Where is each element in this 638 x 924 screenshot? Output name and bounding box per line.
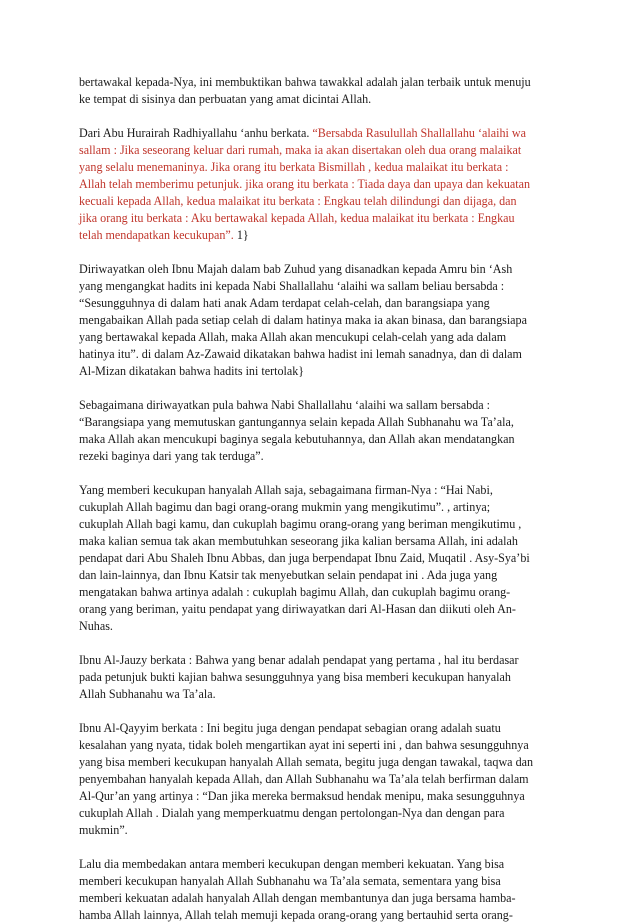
text-line — [79, 91, 566, 108]
body-text: Diriwayatkan oleh Ibnu Majah dalam bab Zuhud yang disanadkan kepada Amru bin ‘Ash — [79, 262, 513, 276]
body-text: mengatakan bahwa artinya adalah : cukuplah bagimu Allah, dan cukuplah bagimu orang- — [79, 585, 511, 599]
body-text: Sebagaimana diriwayatkan pula bahwa Nabi Shallallahu ‘alaihi wa sallam bersabda : — [79, 398, 491, 412]
body-text: cukuplah Allah . Dialah yang memperkuatmu dengan pertolongan-Nya dan dengan para — [79, 806, 505, 820]
text-line — [79, 533, 566, 550]
text-line — [79, 720, 566, 737]
text-line — [79, 652, 566, 669]
body-text: dan lain-lainnya, dan Ibnu Katsir tak menyebutkan selain pendapat ini . Ada juga yang — [79, 568, 498, 582]
body-text: yang mengangkat hadits ini kepada Nabi Shallallahu ‘alaihi wa sallam beliau bersabda : — [79, 279, 505, 293]
paragraph — [79, 856, 566, 924]
paragraph — [79, 125, 566, 244]
text-line — [79, 414, 566, 431]
body-text: “Barangsiapa yang memutuskan gantungannya selain kepada Allah Subhanahu wa Ta’ala, — [79, 415, 514, 429]
hadith-quote-text: kecuali kepada Allah, kedua malaikat itu berkata : Engkau telah dilindungi dan dijaga, dan — [79, 194, 517, 208]
body-text: hamba Allah lainnya, Allah telah memuji kepada orang-orang yang bertauhid serta orang- — [79, 908, 513, 922]
text-line — [79, 788, 566, 805]
text-line — [79, 754, 566, 771]
paragraph — [79, 74, 566, 108]
text-line — [79, 856, 566, 873]
paragraph — [79, 720, 566, 839]
body-text: kesalahan yang nyata, tidak boleh mengartikan ayat ini seperti ini , dan bahwa sesungguhnya — [79, 738, 529, 752]
text-line — [79, 482, 566, 499]
text-line — [79, 125, 566, 142]
text-line — [79, 669, 566, 686]
body-text: 1} — [233, 228, 249, 242]
body-text: yang bertawakal kepada Allah, maka Allah akan mencukupi celah-celah yang ada dalam — [79, 330, 507, 344]
text-line — [79, 227, 566, 244]
text-line — [79, 873, 566, 890]
text-line — [79, 890, 566, 907]
hadith-quote-text: “Bersabda Rasulullah Shallallahu ‘alaihi wa — [312, 126, 526, 140]
body-text: Al-Qur’an yang artinya : “Dan jika mereka bermaksud hendak menipu, maka sesungguhnya — [79, 789, 525, 803]
body-text: maka kalian semua tak akan membutuhkan seseorang jika kalian bersama Allah, ini adalah — [79, 534, 518, 548]
paragraph — [79, 652, 566, 703]
body-text: hatinya itu”. di dalam Az-Zawaid dikatakan bahwa hadist ini lemah sanadnya, dan di dalam — [79, 347, 522, 361]
body-text: rezeki baginya dari yang tak terduga”. — [79, 449, 264, 463]
text-line — [79, 771, 566, 788]
body-text: memberi kekuatan adalah hanyalah Allah dengan membantunya dan juga bersama hamba- — [79, 891, 516, 905]
body-text: ke tempat di sisinya dan perbuatan yang amat dicintai Allah. — [79, 92, 372, 106]
body-text: cukuplah Allah bagi kamu, dan cukuplah bagimu orang-orang yang beriman mengikutimu , — [79, 517, 522, 531]
body-text: Nuhas. — [79, 619, 113, 633]
body-text: yang bisa memberi kecukupan hanyalah Allah semata, begitu juga dengan tawakal, taqwa dan — [79, 755, 534, 769]
text-line — [79, 516, 566, 533]
text-line — [79, 363, 566, 380]
body-text: pada petunjuk bukti kajian bahwa sesungguhnya yang bisa memberi kecukupan hanyalah — [79, 670, 511, 684]
text-line — [79, 805, 566, 822]
text-line — [79, 618, 566, 635]
text-line — [79, 159, 566, 176]
body-text: orang yang beriman, yaitu pendapat yang diriwayatkan dari Al-Hasan dan diikuti oleh An- — [79, 602, 516, 616]
body-text: penyembahan hanyalah kepada Allah, dan Allah Subhanahu wa Ta’ala telah berfirman dalam — [79, 772, 529, 786]
body-text: Al-Mizan dikatakan bahwa hadits ini tertolak} — [79, 364, 305, 378]
hadith-quote-text: Allah telah memberimu petunjuk. jika orang itu berkata : Tiada daya dan upaya dan kekuatan — [79, 177, 531, 191]
text-line — [79, 295, 566, 312]
body-text: cukuplah Allah bagimu dan bagi orang-orang mukmin yang mengikutimu”. , artinya; — [79, 500, 491, 514]
body-text: Ibnu Al-Qayyim berkata : Ini begitu juga dengan pendapat sebagian orang adalah suatu — [79, 721, 501, 735]
text-line — [79, 397, 566, 414]
text-line — [79, 176, 566, 193]
text-line — [79, 907, 566, 924]
text-line — [79, 822, 566, 839]
paragraph — [79, 482, 566, 635]
text-line — [79, 499, 566, 516]
text-line — [79, 550, 566, 567]
hadith-quote-text: yang selalu menemaninya. Jika orang itu berkata Bismillah , kedua malaikat itu berkata : — [79, 160, 509, 174]
paragraph — [79, 397, 566, 465]
body-text: Lalu dia membedakan antara memberi kecukupan dengan memberi kekuatan. Yang bisa — [79, 857, 505, 871]
text-line — [79, 686, 566, 703]
text-line — [79, 601, 566, 618]
body-text: bertawakal kepada-Nya, ini membuktikan bahwa tawakkal adalah jalan terbaik untuk menuju — [79, 75, 531, 89]
text-line — [79, 74, 566, 91]
hadith-quote-text: jika orang itu berkata : Aku bertawakal kepada Allah, kedua malaikat itu berkata : Engkau — [79, 211, 515, 225]
text-line — [79, 142, 566, 159]
body-text: Allah Subhanahu wa Ta’ala. — [79, 687, 216, 701]
text-line — [79, 312, 566, 329]
hadith-quote-text: sallam : Jika seseorang keluar dari rumah, maka ia akan disertakan oleh dua orang malaikat — [79, 143, 522, 157]
body-text: mukmin”. — [79, 823, 128, 837]
body-text: mengabaikan Allah pada setiap celah di dalam hatinya maka ia akan binasa, dan barangsiapa — [79, 313, 527, 327]
body-text: Yang memberi kecukupan hanyalah Allah saja, sebagaimana firman-Nya : “Hai Nabi, — [79, 483, 493, 497]
text-line — [79, 329, 566, 346]
paragraph — [79, 261, 566, 380]
body-text: memberi kecukupan hanyalah Allah Subhanahu wa Ta’ala semata, sementara yang bisa — [79, 874, 501, 888]
text-line — [79, 193, 566, 210]
body-text: Dari Abu Hurairah Radhiyallahu ‘anhu berkata. — [79, 126, 313, 140]
text-line — [79, 431, 566, 448]
body-text: Ibnu Al-Jauzy berkata : Bahwa yang benar adalah pendapat yang pertama , hal itu berdasar — [79, 653, 519, 667]
text-line — [79, 261, 566, 278]
text-line — [79, 278, 566, 295]
text-line — [79, 448, 566, 465]
text-line — [79, 346, 566, 363]
body-text: maka Allah akan mencukupi baginya segala kebutuhannya, dan Allah akan mendatangkan — [79, 432, 515, 446]
body-text: “Sesungguhnya di dalam hati anak Adam terdapat celah-celah, dan barangsiapa yang — [79, 296, 490, 310]
body-text: pendapat dari Abu Shaleh Ibnu Abbas, dan juga berpendapat Ibnu Zaid, Muqatil . Asy-Sya’bi — [79, 551, 530, 565]
text-line — [79, 737, 566, 754]
hadith-quote-text: telah mendapatkan kecukupan”. — [79, 228, 234, 242]
text-line — [79, 567, 566, 584]
text-line — [79, 584, 566, 601]
text-line — [79, 210, 566, 227]
